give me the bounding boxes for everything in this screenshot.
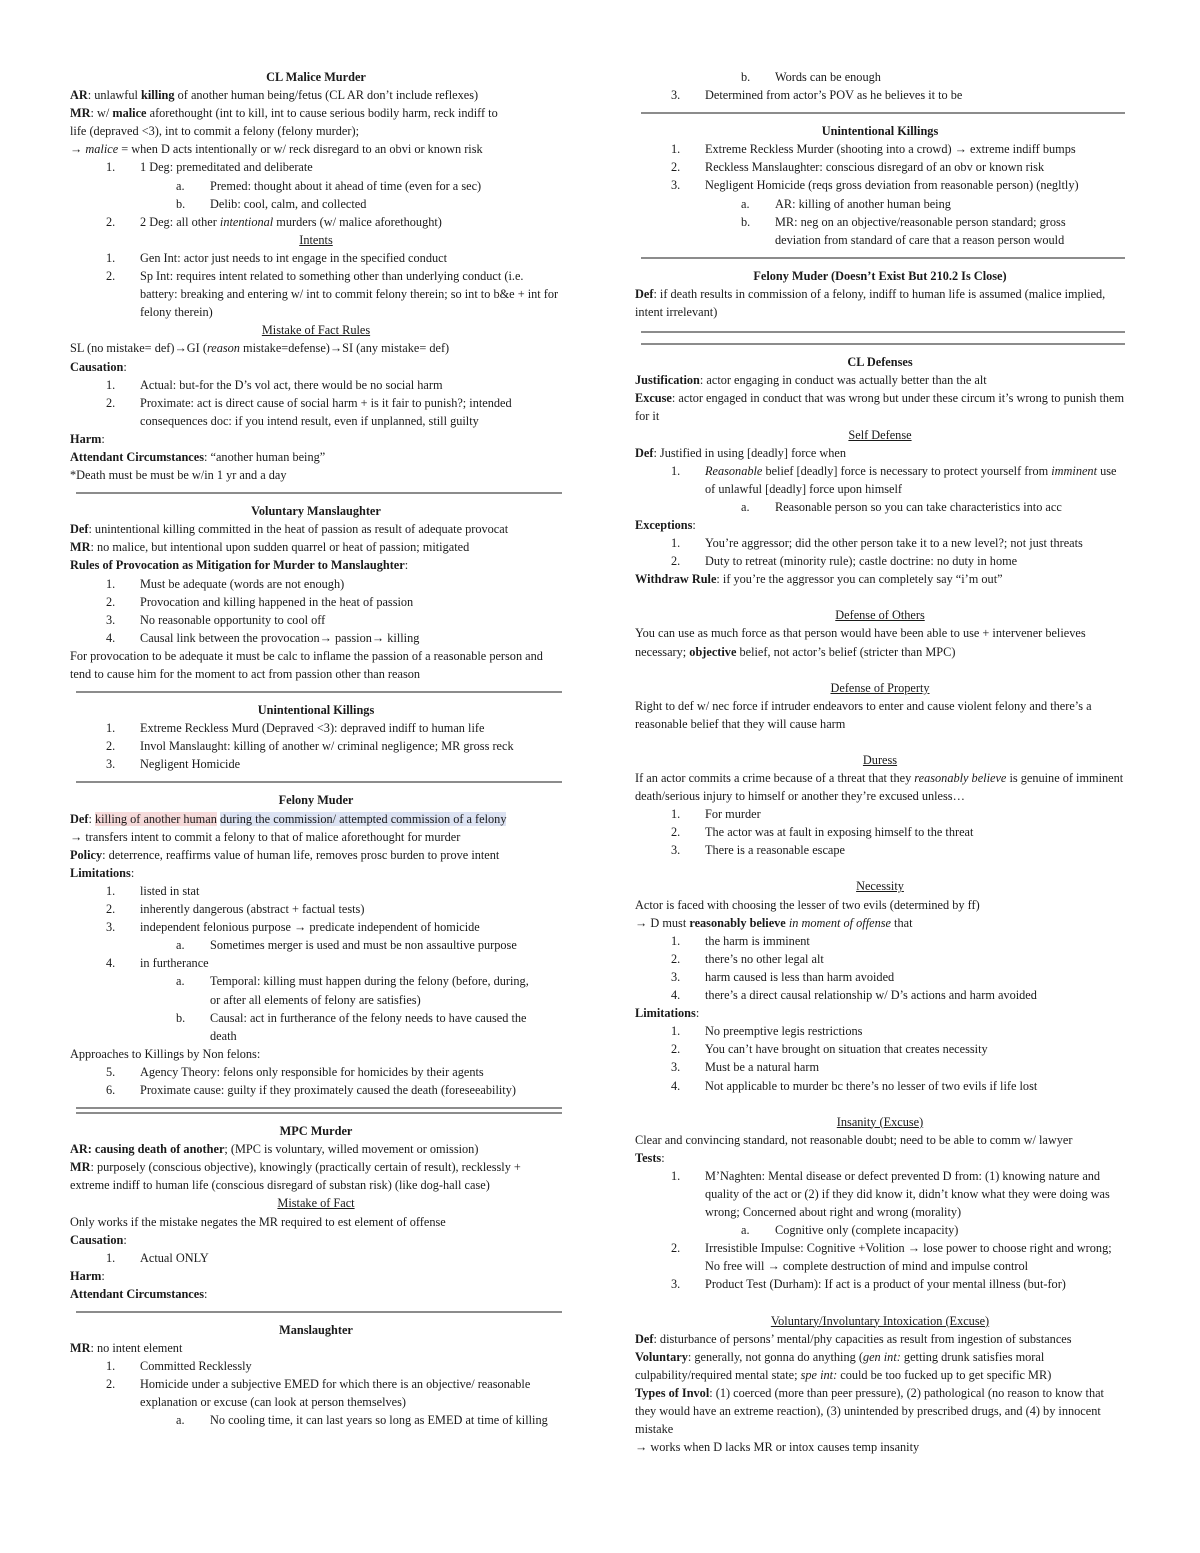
necessity-must-line: → D must reasonably believe in moment of offense that bbox=[635, 915, 913, 930]
harm-label: Harm: bbox=[70, 1268, 105, 1283]
section-divider bbox=[76, 781, 562, 783]
subheading-self-defense: Self Defense bbox=[848, 427, 912, 442]
subheading-defense-of-others: Defense of Others bbox=[835, 608, 925, 623]
list-item: 1. Gen Int: actor just needs to int engage in the specified conduct bbox=[106, 250, 447, 265]
list-item: 3. There is a reasonable escape bbox=[671, 843, 845, 858]
section-title-manslaughter: Manslaughter bbox=[279, 1323, 353, 1337]
mr-line-2: life (depraved <3), int to commit a felony (felony murder); bbox=[70, 124, 359, 139]
list-item: 1. the harm is imminent bbox=[671, 933, 810, 948]
list-item: 1. For murder bbox=[671, 807, 761, 822]
section-title-voluntary-manslaughter: Voluntary Manslaughter bbox=[251, 504, 381, 519]
list-item: 1. Extreme Reckless Murd (Depraved <3): depraved indiff to human life bbox=[106, 721, 485, 736]
attendant-label: Attendant Circumstances: bbox=[70, 1286, 208, 1301]
list-item: 3. No reasonable opportunity to cool off bbox=[106, 612, 326, 627]
list-item: a. Sometimes merger is used and must be non assaultive purpose bbox=[176, 938, 517, 953]
list-item: 3. harm caused is less than harm avoided bbox=[671, 969, 895, 984]
death-note: *Death must be must be w/in 1 yr and a day bbox=[70, 468, 287, 483]
list-item: 1. Must be adequate (words are not enough) bbox=[106, 576, 345, 591]
ar-line: AR: causing death of another; (MPC is voluntary, willed movement or omission) bbox=[70, 1142, 479, 1157]
attendant-line: Attendant Circumstances: “another human being” bbox=[70, 449, 326, 464]
section-divider bbox=[641, 331, 1125, 333]
list-item: a. Cognitive only (complete incapacity) bbox=[741, 1223, 959, 1238]
list-item: 3. independent felonious purpose → predicate independent of homicide bbox=[106, 920, 480, 935]
list-item: b. Delib: cool, calm, and collected bbox=[176, 196, 367, 211]
duress-text: If an actor commits a crime because of a threat that they reasonably believe is genuine of imminent death/serious injury to himself or another they’re excused unless… bbox=[635, 771, 1124, 804]
section-divider bbox=[76, 1311, 562, 1313]
right-column bbox=[635, 68, 1125, 1456]
def-line: Def: if death results in commission of a felony, indiff to human life is assumed (malice implied, intent irrelevant) bbox=[635, 286, 1106, 320]
list-item: 1. No preemptive legis restrictions bbox=[671, 1024, 863, 1039]
subheading-defense-of-property: Defense of Property bbox=[830, 680, 930, 695]
ar-line: AR: unlawful killing of another human being/fetus (CL AR don’t include reflexes) bbox=[70, 88, 479, 103]
list-item: a. AR: killing of another human being bbox=[741, 196, 951, 211]
list-item: 2. Duty to retreat (minority rule); castle doctrine: no duty in home bbox=[671, 554, 1018, 569]
voluntary-line: Voluntary: generally, not gonna do anything (gen int: getting drunk satisfies moral culpability/required mental state; spe int: could be too fucked up to get specific MR) bbox=[635, 1349, 1052, 1382]
list-item: 1. You’re aggressor; did the other person take it to a new level?; not just threats bbox=[671, 536, 1083, 551]
section-divider bbox=[641, 257, 1125, 259]
list-item: a. Premed: thought about it ahead of time (even for a sec) bbox=[176, 178, 482, 193]
list-item: 3. Determined from actor’s POV as he believes it to be bbox=[671, 88, 963, 103]
limitations-label: Limitations: bbox=[635, 1006, 700, 1021]
list-item: 4. there’s a direct causal relationship w/ D’s actions and harm avoided bbox=[671, 988, 1037, 1003]
transfer-line: → transfers intent to commit a felony to that of malice aforethought for murder bbox=[70, 829, 461, 844]
excuse-line: Excuse: actor engaged in conduct that was wrong but under these circum it’s wrong to punish them for it bbox=[635, 391, 1125, 424]
list-item: 6. Proximate cause: guilty if they proximately caused the death (foreseeability) bbox=[106, 1082, 516, 1097]
list-item: 2. inherently dangerous (abstract + factual tests) bbox=[106, 902, 365, 917]
section-title-felony-muder: Felony Muder bbox=[278, 793, 354, 808]
insanity-text: Clear and convincing standard, not reasonable doubt; need to be able to comm w/ lawyer bbox=[635, 1132, 1073, 1147]
list-item: 3. Negligent Homicide (reqs gross deviation from reasonable person) (negltly) bbox=[671, 178, 1079, 193]
list-item: 1. 1 Deg: premeditated and deliberate bbox=[106, 160, 313, 175]
list-item: 1. M’Naghten: Mental disease or defect prevented D from: (1) knowing nature and quality of the act or (2) if they did know it, didn’t know what they were doing was wrong; Concerned about right and wrong (morality) bbox=[671, 1168, 1110, 1220]
mr-line: MR: purposely (conscious objective), knowingly (practically certain of result), recklessly + extreme indiff to human life (conscious disregard of substan risk) (like dog-hall case) bbox=[70, 1160, 521, 1193]
list-item: 4. in furtherance bbox=[106, 956, 209, 971]
list-item: b. MR: neg on an objective/reasonable person standard; gross deviation from standard of care that a reason person would bbox=[741, 214, 1066, 247]
def-line: Def: Justified in using [deadly] force when bbox=[635, 445, 847, 460]
list-item: b. Words can be enough bbox=[741, 70, 881, 84]
list-item: a. Reasonable person so you can take characteristics into acc bbox=[741, 499, 1062, 514]
def-line: Def: unintentional killing committed in the heat of passion as result of adequate provocat bbox=[70, 522, 509, 537]
defense-of-property-text: Right to def w/ nec force if intruder endeavors to enter and cause violent felony and there’s a reasonable belief that they will cause harm bbox=[635, 698, 1092, 731]
list-item: 1. Actual: but-for the D’s vol act, there would be no social harm bbox=[106, 377, 443, 392]
section-divider bbox=[76, 492, 562, 494]
list-item: 2. Proximate: act is direct cause of social harm + is it fair to punish?; intended consequences doc: if you intend result, even if unplanned, still guilty bbox=[106, 395, 512, 428]
mr-line: MR: no intent element bbox=[70, 1341, 183, 1356]
list-item: 2. Irresistible Impulse: Cognitive +Volition → lose power to choose right and wrong; No free will → complete destruction of mind and impulse control bbox=[671, 1241, 1112, 1274]
section-title-unintentional-killings: Unintentional Killings bbox=[821, 124, 939, 139]
list-item: 5. Agency Theory: felons only responsible for homicides by their agents bbox=[106, 1064, 484, 1079]
subheading-duress: Duress bbox=[862, 752, 898, 767]
list-item: 1. Reasonable belief [deadly] force is necessary to protect yourself from imminent use of unlawful [deadly] force upon himself bbox=[671, 463, 1117, 496]
list-item: 1. Extreme Reckless Murder (shooting into a crowd) → extreme indiff bumps bbox=[671, 142, 1076, 157]
list-item: 2. Sp Int: requires intent related to something other than underlying conduct (i.e. battery: breaking and entering w/ int to commit felony therein; so int to b&e + int for felony therein) bbox=[106, 269, 559, 320]
list-item: b. Causal: act in furtherance of the felony needs to have caused the death bbox=[176, 1010, 527, 1043]
subheading-mistake-of-fact: Mistake of Fact bbox=[277, 1196, 355, 1211]
list-item: 4. Not applicable to murder bc there’s no lesser of two evils if life lost bbox=[671, 1078, 1038, 1093]
malice-definition: → malice = when D acts intentionally or w/ reck disregard to an obvi or known risk bbox=[70, 142, 483, 157]
section-divider bbox=[76, 691, 562, 693]
section-divider bbox=[641, 112, 1125, 114]
works-when-line: → works when D lacks MR or intox causes temp insanity bbox=[635, 1440, 920, 1455]
list-item: 3. Must be a natural harm bbox=[671, 1060, 820, 1075]
subheading-intents: Intents bbox=[299, 232, 333, 247]
list-item: 4. Causal link between the provocation→ passion→ killing bbox=[106, 630, 420, 645]
justification-line: Justification: actor engaging in conduct was actually better than the alt bbox=[635, 373, 987, 388]
subheading-necessity: Necessity bbox=[856, 879, 904, 894]
list-item: 2. Provocation and killing happened in the heat of passion bbox=[106, 594, 414, 609]
section-title-cl-malice-murder: CL Malice Murder bbox=[266, 70, 366, 84]
list-item: 2. 2 Deg: all other intentional murders (w/ malice aforethought) bbox=[106, 214, 442, 229]
list-item: a. No cooling time, it can last years so long as EMED at time of killing bbox=[176, 1413, 548, 1428]
list-item: 2. Homicide under a subjective EMED for which there is an objective/ reasonable explanation or excuse (can look at person themselves) bbox=[106, 1377, 531, 1410]
policy-line: Policy: deterrence, reaffirms value of human life, removes prosc burden to prove intent bbox=[70, 847, 500, 862]
list-item: 2. there’s no other legal alt bbox=[671, 951, 824, 966]
section-divider bbox=[76, 1112, 562, 1114]
section-title-felony-muder-mpc: Felony Muder (Doesn’t Exist But 210.2 Is Close) bbox=[753, 268, 1007, 283]
section-title-cl-defenses: CL Defenses bbox=[847, 355, 913, 370]
section-divider bbox=[76, 1107, 562, 1109]
list-item: 2. You can’t have brought on situation that creates necessity bbox=[671, 1042, 988, 1057]
list-item: 3. Product Test (Durham): If act is a product of your mental illness (but-for) bbox=[671, 1277, 1066, 1292]
section-title-unintentional-killings: Unintentional Killings bbox=[257, 703, 375, 718]
harm-label: Harm: bbox=[70, 431, 105, 446]
list-item: 1. Actual ONLY bbox=[106, 1250, 209, 1265]
highlight-pink: killing of another human bbox=[94, 811, 217, 826]
exceptions-label: Exceptions: bbox=[635, 517, 696, 532]
list-item: a. Temporal: killing must happen during the felony (before, during, or after all elements of felony are satisfies) bbox=[176, 974, 529, 1007]
causation-label: Causation: bbox=[70, 359, 127, 374]
mistake-line: Only works if the mistake negates the MR required to est element of offense bbox=[70, 1214, 446, 1229]
mr-line: MR: no malice, but intentional upon sudden quarrel or heat of passion; mitigated bbox=[70, 540, 470, 555]
section-title-mpc-murder: MPC Murder bbox=[279, 1124, 353, 1139]
subheading-intoxication: Voluntary/Involuntary Intoxication (Excuse) bbox=[770, 1313, 990, 1328]
approaches-line: Approaches to Killings by Non felons: bbox=[70, 1046, 261, 1061]
left-column bbox=[70, 68, 562, 1430]
def-line: Def: disturbance of persons’ mental/phy capacities as result from ingestion of substances bbox=[635, 1331, 1072, 1346]
list-item: 2. Reckless Manslaughter: conscious disregard of an obv or known risk bbox=[671, 160, 1045, 175]
withdraw-line: Withdraw Rule: if you’re the aggressor you can completely say “i’m out” bbox=[635, 572, 1003, 587]
list-item: 1. listed in stat bbox=[106, 883, 200, 898]
adequate-note: For provocation to be adequate it must be calc to inflame the passion of a reasonable person and tend to cause him for the moment to act from passion other than reason bbox=[70, 648, 543, 681]
list-item: 1. Committed Recklessly bbox=[106, 1359, 252, 1374]
tests-label: Tests: bbox=[635, 1150, 665, 1165]
limitations-label: Limitations: bbox=[70, 865, 135, 880]
subheading-mistake-of-fact-rules: Mistake of Fact Rules bbox=[261, 323, 371, 338]
list-item: 2. The actor was at fault in exposing himself to the threat bbox=[671, 825, 974, 840]
rules-label: Rules of Provocation as Mitigation for Murder to Manslaughter: bbox=[70, 558, 409, 573]
list-item: 3. Negligent Homicide bbox=[106, 757, 241, 772]
necessity-text: Actor is faced with choosing the lesser of two evils (determined by ff) bbox=[635, 897, 980, 912]
mr-line: MR: w/ malice aforethought (int to kill, int to cause serious bodily harm, reck indiff to bbox=[70, 106, 498, 121]
subheading-insanity: Insanity (Excuse) bbox=[836, 1114, 924, 1129]
highlight-blue: during the commission/ attempted commission of a felony bbox=[219, 811, 507, 826]
types-of-invol-line: Types of Invol: (1) coerced (more than peer pressure), (2) pathological (no reason to know that they would have an extreme reaction), (3) unintended by prescribed drugs, and (4) by innocent mistake bbox=[635, 1385, 1104, 1437]
mistake-rules-line: SL (no mistake= def)→GI (reason mistake=defense)→SI (any mistake= def) bbox=[70, 341, 450, 356]
list-item: 2. Invol Manslaught: killing of another w/ criminal negligence; MR gross reck bbox=[106, 739, 514, 754]
section-divider bbox=[641, 343, 1125, 345]
causation-label: Causation: bbox=[70, 1232, 127, 1247]
defense-of-others-text: You can use as much force as that person would have been able to use + intervener believes necessary; objective belief, not actor’s belief (stricter than MPC) bbox=[635, 626, 1086, 659]
def-line: Def: killing of another human during the commission/ attempted commission of a felony bbox=[70, 811, 507, 826]
